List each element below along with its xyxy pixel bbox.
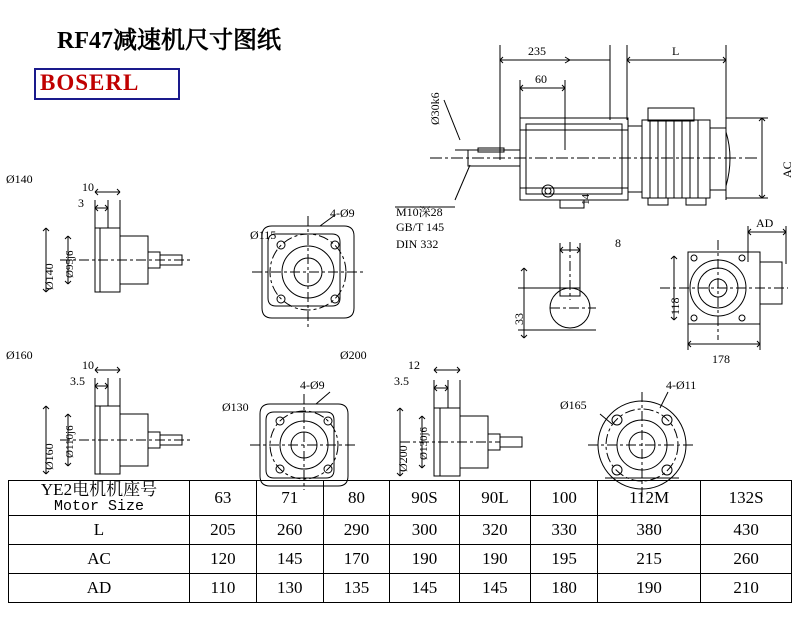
flange-130-holes: 4-Ø9: [300, 378, 325, 392]
shaft-dia-label: Ø30k6: [428, 92, 442, 125]
dim-8-label: 8: [615, 236, 621, 250]
table-header-cell: 112M: [597, 481, 700, 516]
thread-note-1: M10深28: [396, 205, 443, 219]
table-cell: 170: [323, 544, 390, 573]
flange-160-pilot: Ø110j6: [64, 425, 76, 458]
table-cell: 215: [597, 544, 700, 573]
table-cell: 130: [256, 573, 323, 602]
flange-200-outer-label: Ø200: [340, 348, 367, 362]
table-cell: 205: [190, 515, 257, 544]
table-cell: 430: [701, 515, 792, 544]
table-cell: 190: [459, 544, 531, 573]
table-header-cell: 63: [190, 481, 257, 516]
flange-160-outer-label: Ø160: [6, 348, 33, 362]
table-row: [9, 544, 792, 573]
key-note-label: 14: [580, 194, 592, 205]
table-row: [9, 515, 792, 544]
table-cell: 120: [190, 544, 257, 573]
table-cell: 290: [323, 515, 390, 544]
logo-text: BOSERL: [40, 70, 140, 95]
table-cell: 190: [390, 544, 459, 573]
flange-140-side-dia: Ø140: [42, 263, 56, 290]
table-cell: 330: [531, 515, 598, 544]
table-header-label: [9, 481, 190, 516]
flange-160-dim-a: 10: [82, 358, 94, 372]
dim-235-label: 235: [528, 44, 546, 58]
row-label: AC: [9, 544, 190, 573]
table-row-header: [9, 481, 792, 516]
flange-160-side-dia: Ø160: [42, 443, 56, 470]
flange-200-side-dia: Ø200: [396, 445, 410, 472]
table-cell: 180: [531, 573, 598, 602]
table-header-cell: 90S: [390, 481, 459, 516]
table-header-cell: 71: [256, 481, 323, 516]
flange-165-bolt-circle: Ø165: [560, 398, 587, 412]
flange-140-pilot: Ø95j6: [64, 250, 76, 278]
table-cell: 300: [390, 515, 459, 544]
dim-33-label: 33: [512, 313, 526, 325]
page-title: RF47减速机尺寸图纸: [57, 28, 281, 54]
dim-60-label: 60: [535, 72, 547, 86]
table-header-label-cn: YE2电机机座号: [40, 480, 158, 499]
table-cell: 110: [190, 573, 257, 602]
flange-200-dim-a: 12: [408, 358, 420, 372]
table-cell: 190: [597, 573, 700, 602]
table-cell: 260: [256, 515, 323, 544]
dim-AC-label: AC: [780, 161, 794, 178]
dim-L-label: L: [672, 44, 680, 58]
flange-115-holes: 4-Ø9: [330, 206, 355, 220]
flange-140-dim-b: 3: [78, 196, 84, 210]
flange-140-dim-a: 10: [82, 180, 94, 194]
table-cell: 145: [390, 573, 459, 602]
table-header-cell: 132S: [701, 481, 792, 516]
table-cell: 380: [597, 515, 700, 544]
motor-size-table: [8, 480, 792, 603]
table-cell: 320: [459, 515, 531, 544]
row-label: AD: [9, 573, 190, 602]
table-header-label-en: Motor Size: [53, 497, 144, 515]
table-row: [9, 573, 792, 602]
table-cell: 260: [701, 544, 792, 573]
flange-160-dim-b: 3.5: [70, 374, 85, 388]
flange-200-pilot: Ø130j6: [418, 427, 430, 460]
table-header-cell: 100: [531, 481, 598, 516]
table-cell: 135: [323, 573, 390, 602]
flange-130-bolt-circle: Ø130: [222, 400, 249, 414]
thread-note-2: GB/T 145: [396, 220, 445, 234]
dim-AD-label: AD: [756, 216, 774, 230]
dim-118-label: 118: [668, 297, 682, 315]
flange-165-holes: 4-Ø11: [666, 378, 697, 392]
table-header-cell: 90L: [459, 481, 531, 516]
table-header-cell: 80: [323, 481, 390, 516]
thread-note-3: DIN 332: [396, 237, 439, 251]
flange-200-dim-b: 3.5: [394, 374, 409, 388]
flange-115-bolt-circle: Ø115: [250, 228, 277, 242]
flange-140-outer-label: Ø140: [6, 172, 33, 186]
table-cell: 145: [459, 573, 531, 602]
table-cell: 195: [531, 544, 598, 573]
table-cell: 210: [701, 573, 792, 602]
table-cell: 145: [256, 544, 323, 573]
row-label: L: [9, 515, 190, 544]
dim-178-label: 178: [712, 352, 730, 366]
